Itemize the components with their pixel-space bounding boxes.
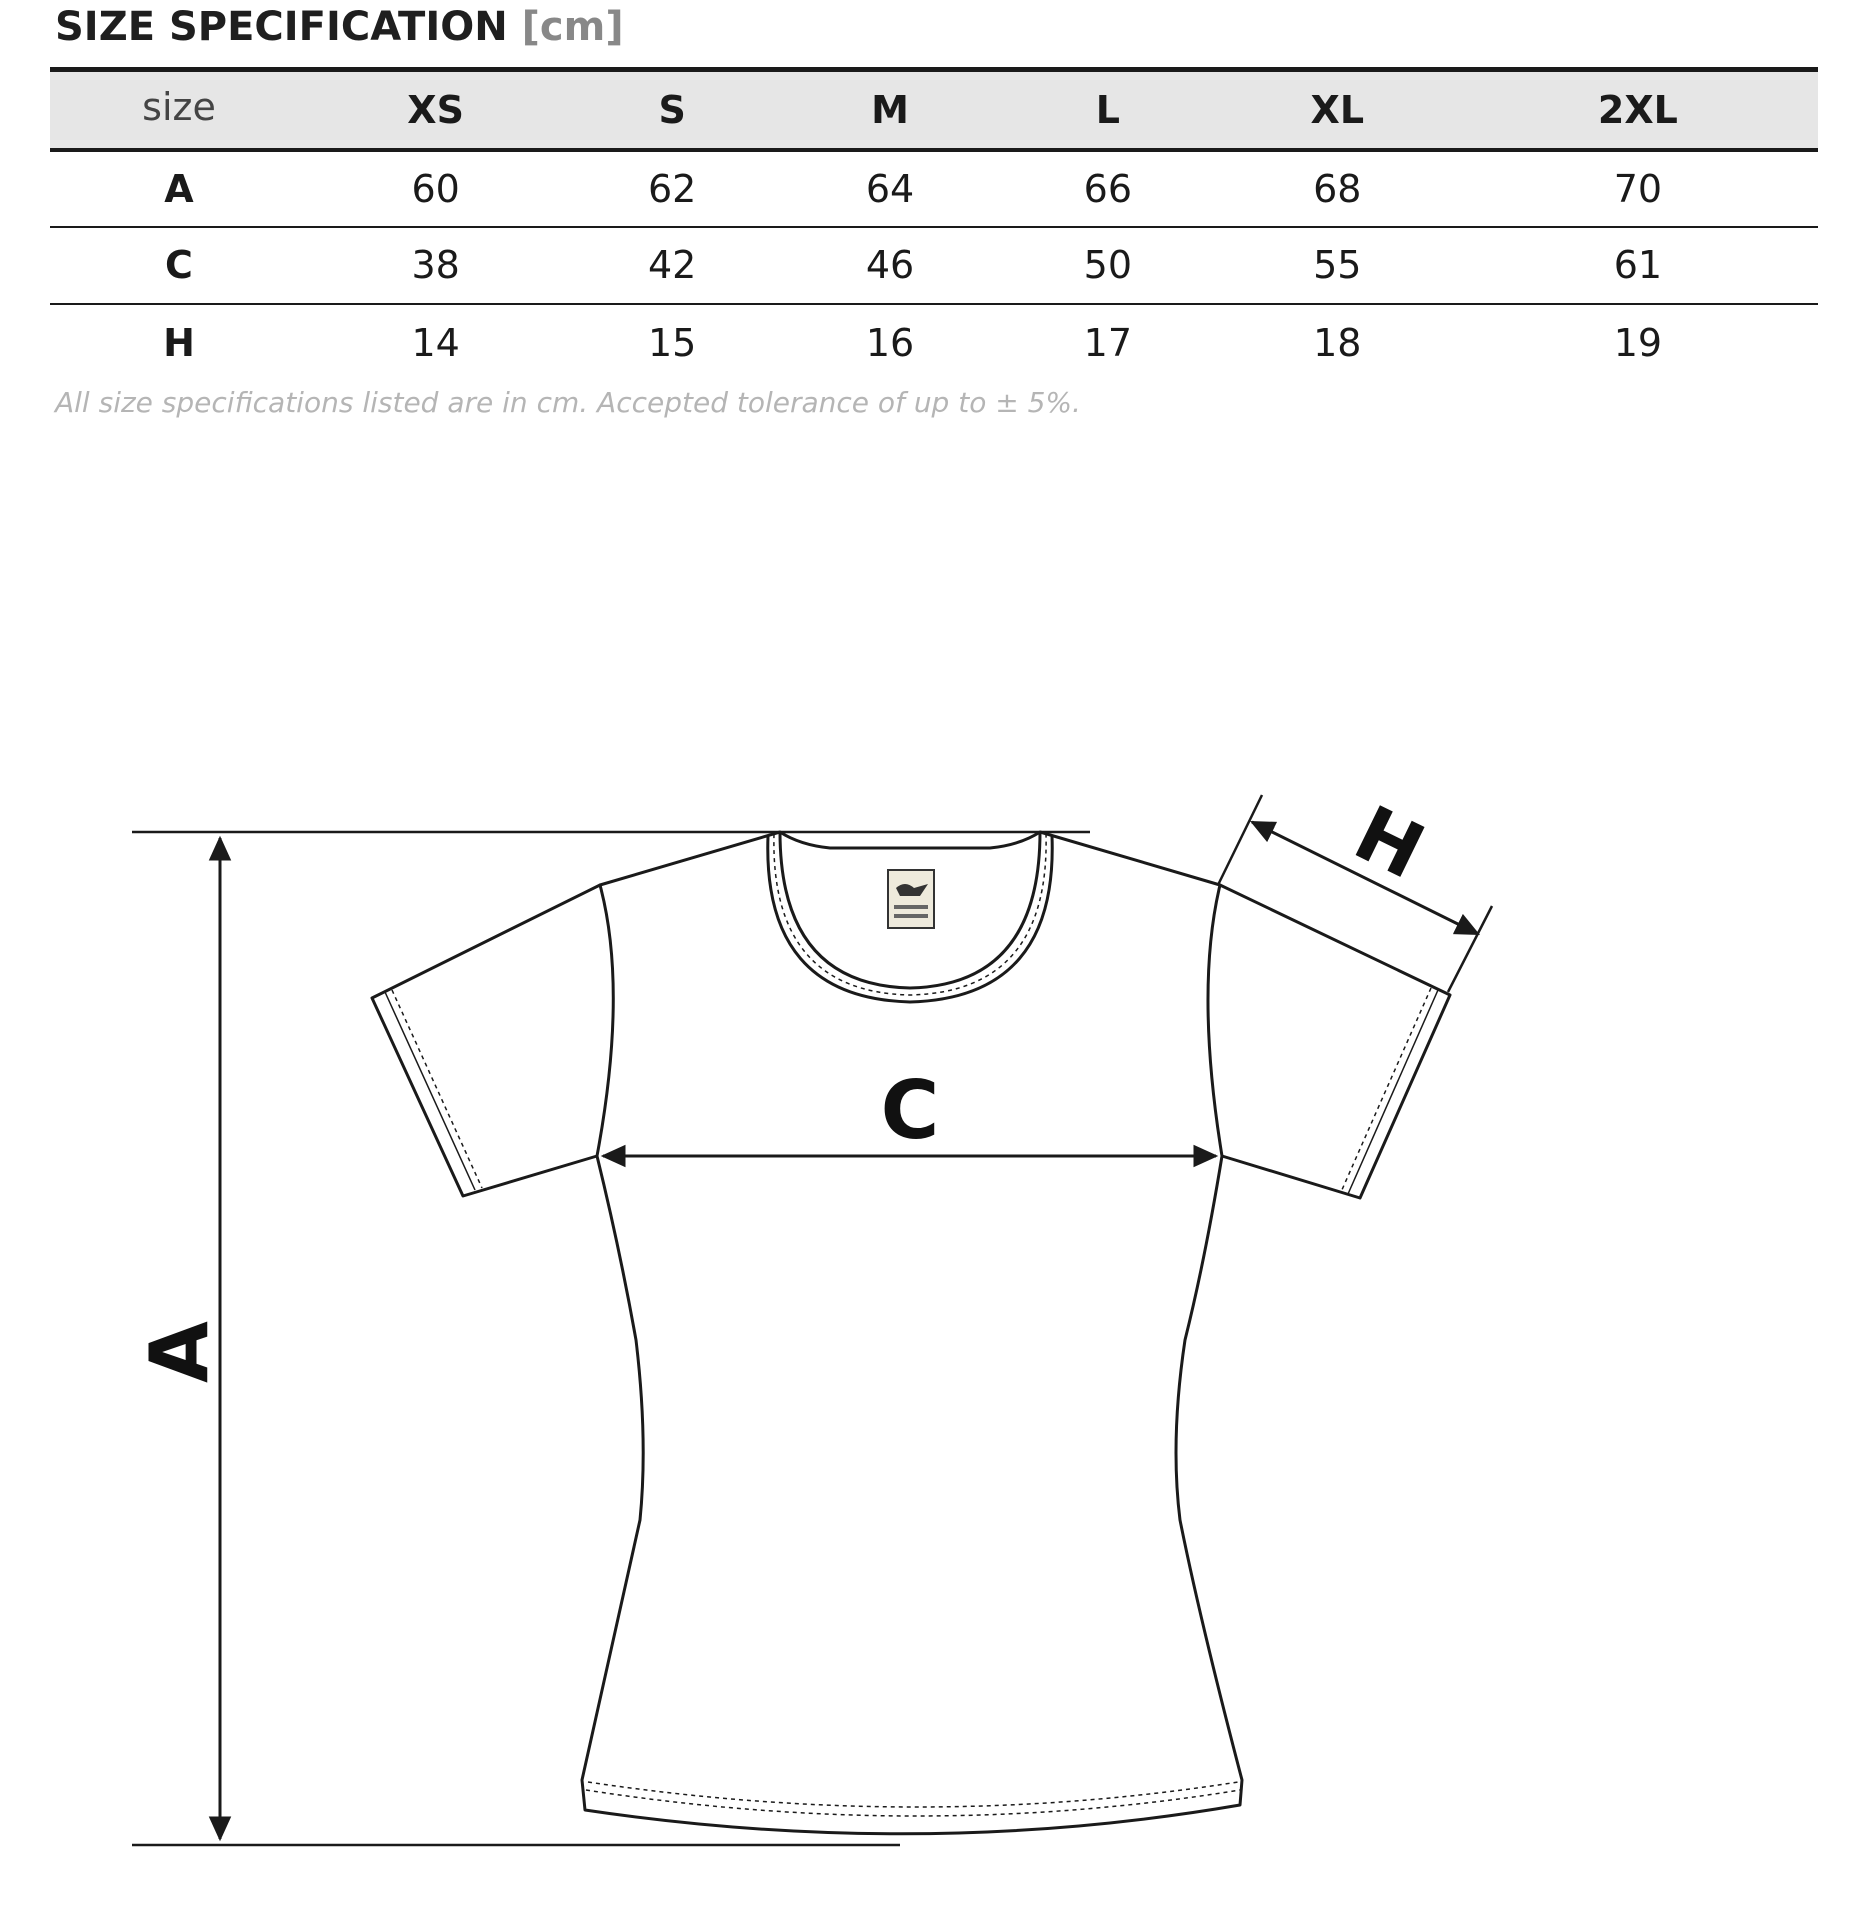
unit-label: [cm] (521, 4, 624, 50)
size-header-m: M (781, 70, 999, 150)
size-header-xs: XS (308, 70, 563, 150)
table-cell: 19 (1613, 320, 1663, 365)
table-row-h (50, 304, 1818, 381)
table-cell: 46 (781, 227, 999, 304)
size-table (50, 67, 1818, 381)
table-cell: 17 (1083, 320, 1133, 365)
table-cell: 64 (781, 150, 999, 227)
table-cell: 66 (999, 150, 1217, 227)
table-cell: 16 (865, 320, 915, 365)
size-column-header: size (50, 70, 308, 150)
size-header-2xl: 2XL (1458, 70, 1818, 150)
dimension-c (603, 1064, 1216, 1157)
tolerance-note: All size specifications listed are in cm. Accepted tolerance of up to ± 5%. (55, 386, 1081, 419)
page-title (55, 4, 624, 50)
table-header-row (50, 70, 1818, 150)
size-header-s: S (563, 70, 781, 150)
tshirt-outline (372, 832, 1450, 1834)
size-header-xl: XL (1217, 70, 1458, 150)
dimension-label-h: H (1341, 788, 1438, 897)
table-cell: 70 (1458, 150, 1818, 227)
table-cell: 42 (563, 227, 781, 304)
size-header-l: L (999, 70, 1217, 150)
tshirt-measurement-diagram (0, 780, 1870, 1920)
title-text: SIZE SPECIFICATION (55, 4, 508, 50)
table-row-c (50, 227, 1818, 304)
dimension-h (1218, 788, 1492, 992)
table-row-a (50, 150, 1818, 227)
table-cell: 62 (563, 150, 781, 227)
row-label: H (163, 320, 195, 365)
table-cell: 15 (648, 320, 697, 365)
table-cell: 55 (1217, 227, 1458, 304)
row-label: A (50, 150, 308, 227)
table-cell: 60 (308, 150, 563, 227)
dimension-label-a: A (133, 1321, 226, 1383)
table-cell: 14 (411, 320, 460, 365)
table-cell: 61 (1458, 227, 1818, 304)
row-label: C (50, 227, 308, 304)
table-cell: 18 (1313, 320, 1362, 365)
table-cell: 38 (308, 227, 563, 304)
table-cell: 68 (1217, 150, 1458, 227)
table-cell: 50 (999, 227, 1217, 304)
neck-label-logo (888, 870, 934, 928)
dimension-label-c: C (880, 1064, 940, 1157)
